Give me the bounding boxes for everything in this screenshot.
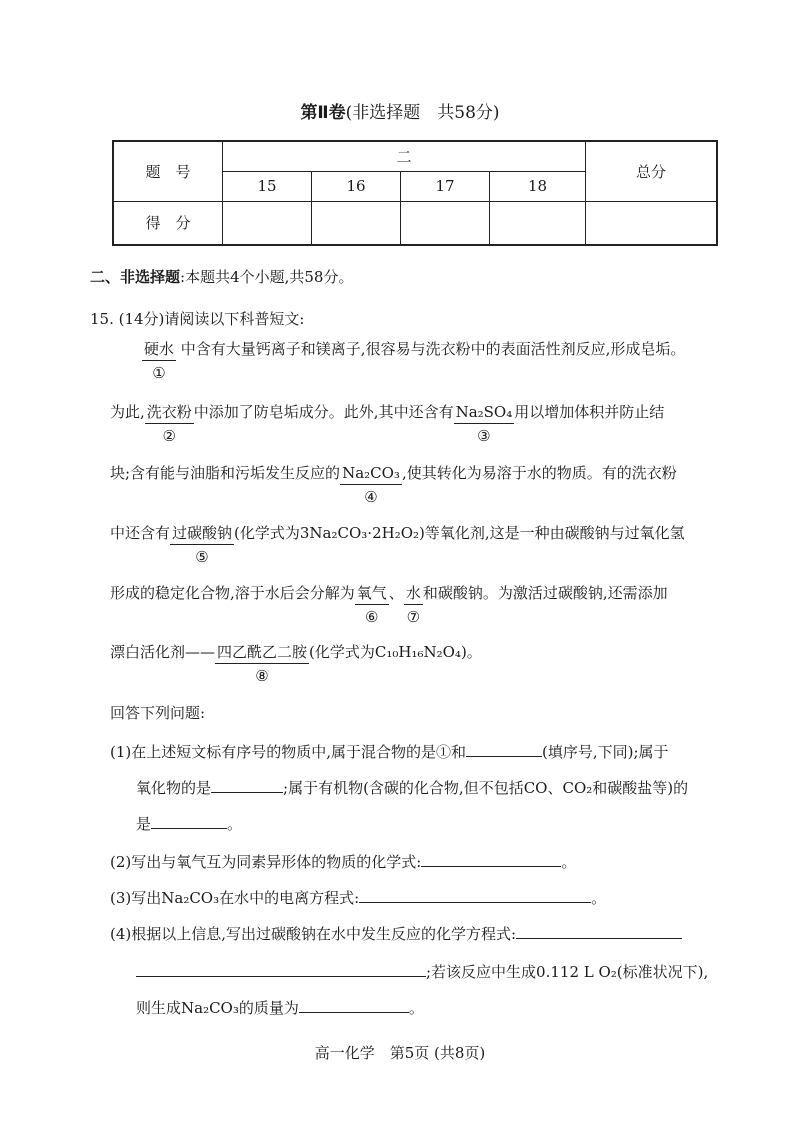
- passage-line: 中还含有 过碳酸钠 ⑤ (化学式为3Na₂CO₃·2H₂O₂)等氧化剂,这是一种由碳酸钠与过氧化氢: [110, 524, 685, 566]
- passage-line: 形成的稳定化合物,溶于水后会分解为 氧气 ⑥ 、 水 ⑦ 和碳酸钠。为激活过碳酸钠,还需添加: [110, 584, 668, 626]
- marked-term: 四乙酰乙二胺 ⑧: [217, 643, 308, 685]
- passage-line: 漂白活化剂—— 四乙酰乙二胺 ⑧ (化学式为C₁₀H₁₆N₂O₄)。: [110, 643, 482, 685]
- col-18: 18: [490, 171, 586, 201]
- answer-blank[interactable]: [466, 740, 542, 757]
- marked-term: 氧气 ⑥: [356, 584, 387, 626]
- answer-prompt: 回答下列问题:: [110, 704, 206, 722]
- score-cell[interactable]: [490, 201, 586, 245]
- score-table: [112, 140, 718, 246]
- page-footer: 高一化学 第5页 (共8页): [314, 1044, 486, 1062]
- sub-question-1: (1)在上述短文标有序号的物质中,属于混合物的是①和 (填序号,下同);属于: [110, 740, 669, 762]
- total-header: 总分: [586, 141, 718, 201]
- marked-term: 过碳酸钠 ⑤: [172, 524, 233, 566]
- sub-question-1-cont: 氧化物的是 ;属于有机物(含碳的化合物,但不包括CO、CO₂和碳酸盐等)的: [136, 776, 688, 798]
- marked-term: 硬水 ①: [144, 340, 175, 382]
- marked-formula: Na₂SO₄ ③: [455, 403, 513, 445]
- sub-question-1-cont: 是 。: [136, 812, 242, 834]
- marked-formula: Na₂CO₃ ④: [342, 464, 400, 506]
- answer-blank[interactable]: [359, 886, 591, 903]
- marked-term: 水 ⑦: [405, 584, 421, 626]
- score-cell[interactable]: [223, 201, 312, 245]
- question-header: 15. (14分)请阅读以下科普短文:: [90, 310, 305, 328]
- score-row-label: 得 分: [113, 201, 223, 245]
- marked-term: 洗衣粉 ②: [146, 403, 192, 445]
- sub-question-2: (2)写出与氧气互为同素异形体的物质的化学式: 。: [110, 850, 576, 872]
- score-cell[interactable]: [401, 201, 490, 245]
- answer-blank[interactable]: [136, 960, 426, 977]
- sub-question-4-cont: 则生成Na₂CO₃的质量为 。: [136, 996, 424, 1018]
- table-row-label: 题 号: [113, 141, 223, 201]
- col-16: 16: [312, 171, 401, 201]
- sub-question-4-cont: ;若该反应中生成0.112 L O₂(标准状况下),: [136, 960, 708, 982]
- sub-question-4: (4)根据以上信息,写出过碳酸钠在水中发生反应的化学方程式:: [110, 922, 682, 944]
- col-15: 15: [223, 171, 312, 201]
- page-title: 第Ⅱ卷(非选择题 共58分): [300, 103, 500, 123]
- passage-line: 硬水 ① 中含有大量钙离子和镁离子,很容易与洗衣粉中的表面活性剂反应,形成皂垢。: [144, 340, 686, 382]
- group-header: 二: [223, 141, 586, 171]
- passage-line: 块;含有能与油脂和污垢发生反应的 Na₂CO₃ ④ ,使其转化为易溶于水的物质。有的洗衣粉: [110, 464, 677, 506]
- col-17: 17: [401, 171, 490, 201]
- answer-blank[interactable]: [421, 850, 561, 867]
- answer-blank[interactable]: [299, 996, 409, 1013]
- answer-blank[interactable]: [211, 776, 283, 793]
- total-score-cell[interactable]: [586, 201, 718, 245]
- answer-blank[interactable]: [516, 922, 682, 939]
- score-cell[interactable]: [312, 201, 401, 245]
- sub-question-3: (3)写出Na₂CO₃在水中的电离方程式: 。: [110, 886, 606, 908]
- passage-line: 为此, 洗衣粉 ② 中添加了防皂垢成分。此外,其中还含有 Na₂SO₄ ③ 用以增加体积并防止结: [110, 403, 665, 445]
- section-heading: 二、非选择题:本题共4个小题,共58分。: [90, 268, 354, 286]
- answer-blank[interactable]: [151, 812, 227, 829]
